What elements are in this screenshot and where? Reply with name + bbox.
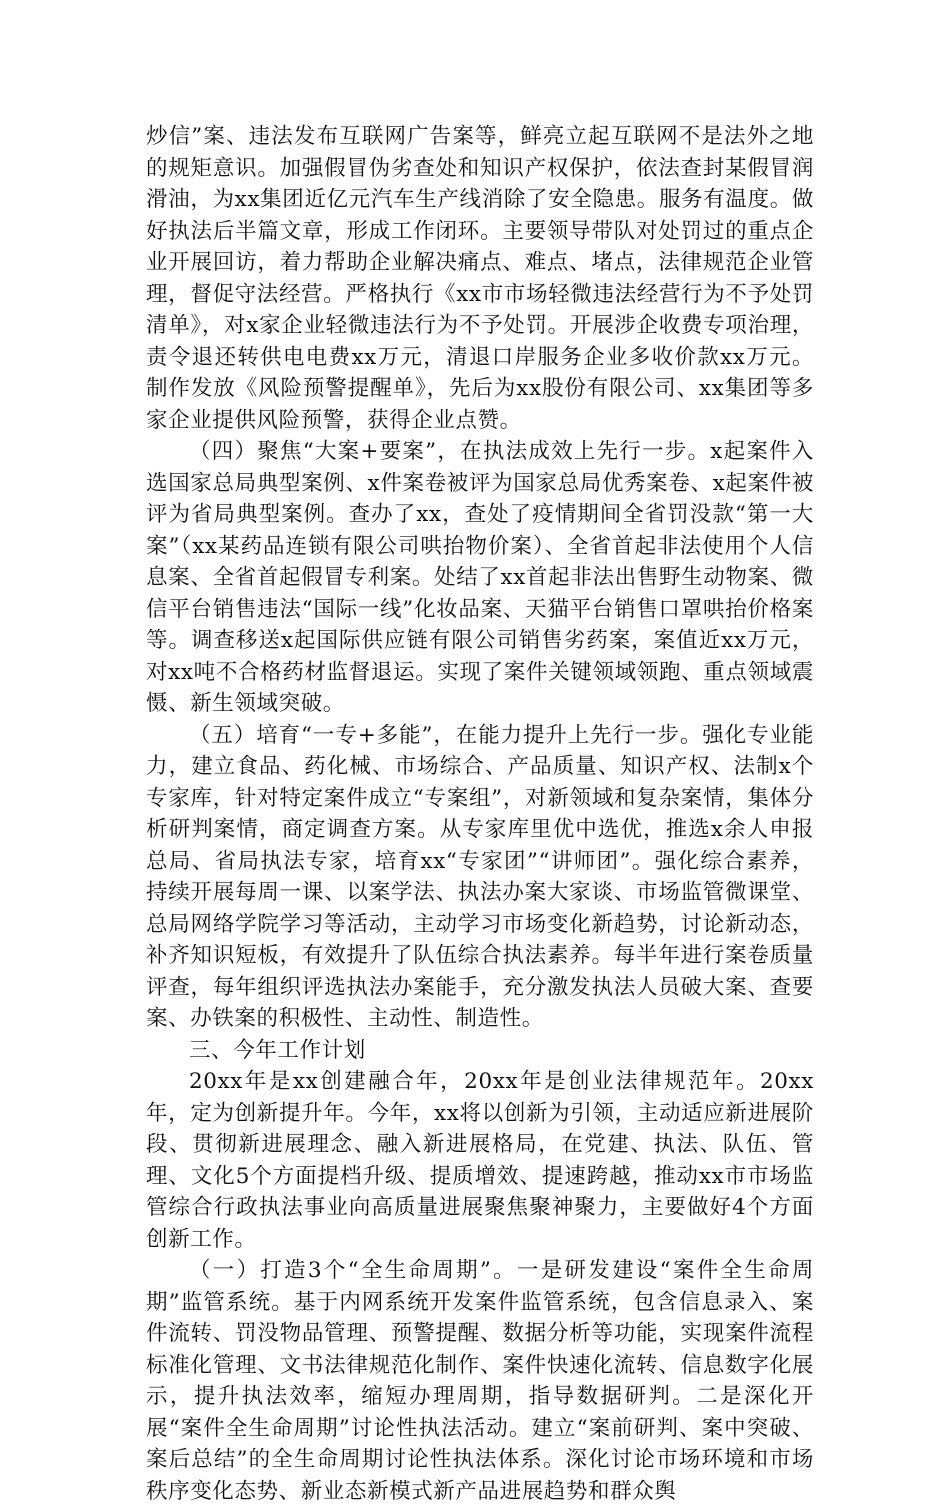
paragraph-section-five: （五）培育“一专+多能”，在能力提升上先行一步。强化专业能力，建立食品、药化械、市场综合、产品质量、知识产权、法制x个专家库，针对特定案件成立“专案组”，对新领域和复杂案情，集体分析研判案情，商定调查方案。从专家库里优中选优，推选x余人申报总局、省局执法专家，培育xx“专家团”“讲师团”。强化综合素养，持续开展每周一课、以案学法、执法办案大家谈、市场监管微课堂、总局网络学院学习等活动，主动学习市场变化新趋势，讨论新动态，补齐知识短板，有效提升了队伍综合执法素养。每半年进行案卷质量评查，每年组织评选执法办案能手，充分激发执法人员破大案、查要案、办铁案的积极性、主动性、制造性。 <box>146 722 814 1031</box>
document-body <box>146 121 814 1507</box>
paragraph-continued: 炒信”案、违法发布互联网广告案等，鲜亮立起互联网不是法外之地的规矩意识。加强假冒伪劣查处和知识产权保护，依法查封某假冒润滑油，为xx集团近亿元汽车生产线消除了安全隐患。服务有温度。做好执法后半篇文章，形成工作闭环。主要领导带队对处罚过的重点企业开展回访，着力帮助企业解决痛点、难点、堵点，法律规范企业管理，督促守法经营。严格执行《xx市市场轻微违法经营行为不予处罚清单》，对x家企业轻微违法行为不予处罚。开展涉企收费专项治理，责令退还转供电电费xx万元，清退口岸服务企业多收价款xx万元。制作发放《风险预警提醒单》，先后为xx股份有限公司、xx集团等多家企业提供风险预警，获得企业点赞。 <box>146 124 814 433</box>
section-heading: 三、今年工作计划 <box>189 1037 366 1063</box>
paragraph-section-four: （四）聚焦“大案+要案”，在执法成效上先行一步。x起案件入选国家总局典型案例、x件案卷被评为国家总局优秀案卷、x起案件被评为省局典型案例。查办了xx，查处了疫情期间全省罚没款“第一大案”（xx某药品连锁有限公司哄抬物价案）、全省首起非法使用个人信息案、全省首起假冒专利案。处结了xx首起非法出售野生动物案、微信平台销售违法“国际一线”化妆品案、天猫平台销售口罩哄抬价格案等。调查移送x起国际供应链有限公司销售劣药案，案值近xx万元，对xx吨不合格药材监督退运。实现了案件关键领域领跑、重点领域震慑、新生领域突破。 <box>146 439 814 716</box>
paragraph-plan-intro: 20xx年是xx创建融合年，20xx年是创业法律规范年。20xx年，定为创新提升年。今年，xx将以创新为引领，主动适应新进展阶段、贯彻新进展理念、融入新进展格局，在党建、执法、队伍、管理、文化5个方面提档升级、提质增效、提速跨越，推动xx市市场监管综合行政执法事业向高质量进展聚焦聚神聚力，主要做好4个方面创新工作。 <box>146 1069 814 1252</box>
paragraph-plan-one: （一）打造3个“全生命周期”。一是研发建设“案件全生命周期”监管系统。基于内网系统开发案件监管系统，包含信息录入、案件流转、罚没物品管理、预警提醒、数据分析等功能，实现案件流程标准化管理、文书法律规范化制作、案件快速化流转、信息数字化展示，提升执法效率，缩短办理周期，指导数据研判。二是深化开展“案件全生命周期”讨论性执法活动。建立“案前研判、案中突破、案后总结”的全生命周期讨论性执法体系。深化讨论市场环境和市场秩序变化态势、新业态新模式新产品进展趋势和群众舆 <box>146 1258 814 1504</box>
